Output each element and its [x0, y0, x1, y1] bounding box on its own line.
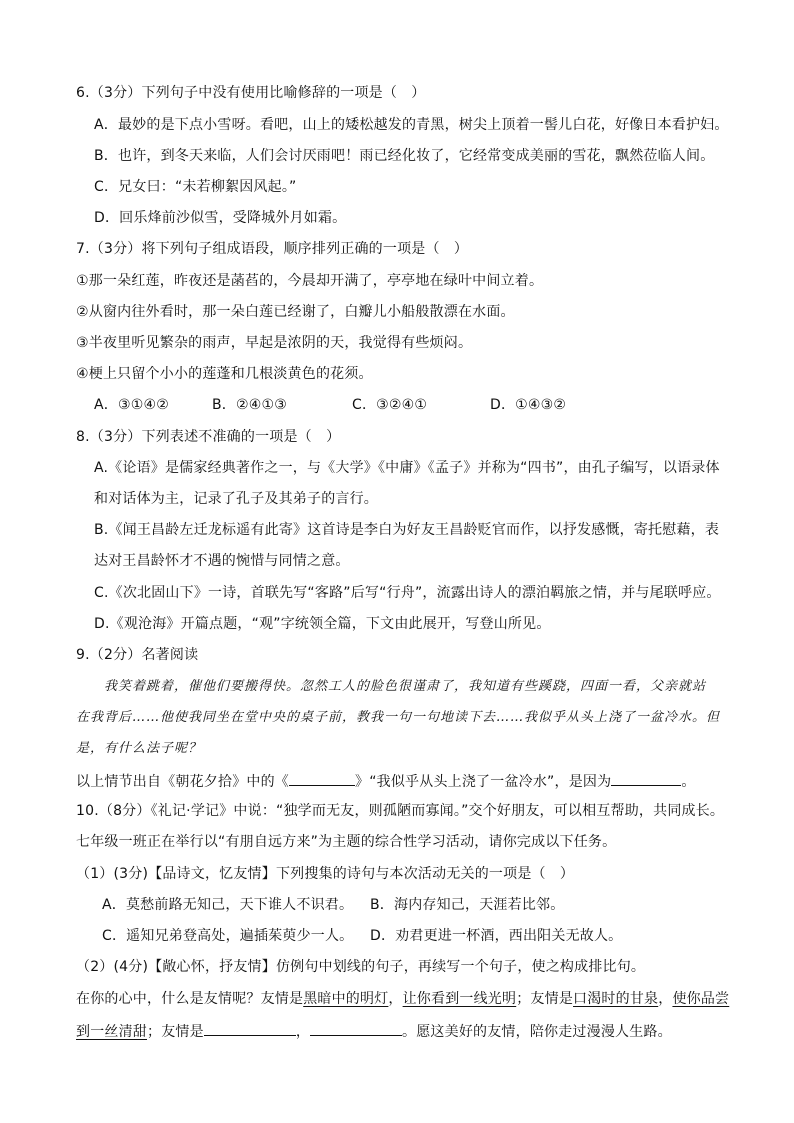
q7-option-c: C．③②④①: [352, 397, 428, 413]
q10-example-line1: [76, 990, 729, 1008]
example-text: 。愿这美好的友情，陪你走过漫漫人生路。: [402, 1024, 672, 1040]
q9-stem: 9.（2分）名著阅读: [76, 647, 199, 663]
q10-sub1-option-b: B．海内存知己，天涯若比邻。: [370, 897, 565, 913]
q10-stem-line1: 10.（8分）《礼记·学记》中说：“独学而无友，则孤陋而寡闻。”交个好朋友，可以相互帮助，共同成长。: [76, 803, 725, 819]
q10-sub2-stem: （2）(4分)【敞心怀，抒友情】仿例句中划线的句子，再续写一个句子，使之构成排比句。: [76, 959, 646, 975]
q7-option-a: A．③①④②: [94, 397, 169, 413]
example-text: ，: [388, 991, 403, 1007]
q10-stem-line2: 七年级一班正在举行以“有朋自远方来”为主题的综合性学习活动，请你完成以下任务。: [76, 834, 617, 850]
example-text: ；友情是: [516, 991, 574, 1007]
q7-sentence-2: ②从窗内往外看时，那一朵白莲已经谢了，白瓣儿小船般散漂在水面。: [76, 304, 515, 320]
q9-passage-line2: 在我背后……他使我同坐在堂中央的桌子前，教我一句一句地读下去……我似乎从头上浇了一盆冷水。但: [76, 710, 721, 725]
q8-option-a-line2: 和对话体为主，记录了孔子及其弟子的言行。: [94, 491, 378, 507]
example-text: ；友情是: [147, 1024, 204, 1040]
q7-sentence-3: ③半夜里听见繁杂的雨声，早起是浓阴的天，我觉得有些烦闷。: [76, 335, 473, 351]
q6-option-d: D．回乐烽前沙似雪，受降城外月如霜。: [94, 210, 347, 226]
q6-option-a: A．最妙的是下点小雪呀。看吧，山上的矮松越发的青黑，树尖上顶着一髻儿白花，好像日本看护妇。: [94, 117, 729, 133]
q8-option-c: C.《次北固山下》一诗，首联先写“客路”后写“行舟”，流露出诗人的漂泊羁旅之情，并与尾联呼应。: [94, 585, 721, 601]
q10-example-line2: [76, 1021, 672, 1041]
q9-question-middle: 》“我似乎从头上浇了一盆冷水”，是因为: [355, 774, 612, 790]
q7-sentence-1: ①那一朵红莲，昨夜还是菡萏的，今晨却开满了，亭亭地在绿叶中间立着。: [76, 273, 544, 289]
q10-sub1-stem: （1）(3分)【品诗文，忆友情】下列搜集的诗句与本次活动无关的一项是（ ）: [76, 866, 575, 882]
example-underlined: 让你看到一线光明: [402, 991, 517, 1007]
q8-option-d: D.《观沧海》开篇点题，“观”字统领全篇，下文由此展开，写登山所见。: [94, 616, 551, 632]
q9-question-prefix: 以上情节出自《朝花夕拾》中的《: [76, 774, 289, 790]
q9-chapter-blank[interactable]: [289, 771, 355, 786]
q9-reason-blank[interactable]: [611, 771, 681, 786]
q10-answer-blank-2[interactable]: [310, 1021, 402, 1036]
q6-option-b: B．也许，到冬天来临，人们会讨厌雨吧！雨已经化妆了，它经常变成美丽的雪花，飘然莅临人间。: [94, 148, 715, 164]
q8-option-b-line1: B.《闻王昌龄左迁龙标遥有此寄》这首诗是李白为好友王昌龄贬官而作，以抒发感慨，寄托慰藉，表: [94, 522, 720, 538]
example-underlined: 口渴时的甘泉: [573, 991, 659, 1007]
q8-option-a-line1: A.《论语》是儒家经典著作之一，与《大学》《中庸》《孟子》并称为“四书”，由孔子编写，以语录体: [94, 460, 720, 476]
q9-passage-line3: 是，有什么法子呢？: [76, 741, 203, 756]
q8-option-b-line2: 达对王昌龄怀才不遇的惋惜与同情之意。: [94, 553, 350, 569]
q10-answer-blank-1[interactable]: [204, 1021, 296, 1036]
q6-option-c: C．兄女曰：“未若柳絮因风起。”: [94, 179, 297, 195]
example-underlined: 到一丝清甜: [76, 1024, 147, 1040]
q7-option-b: B．②④①③: [212, 397, 288, 413]
q10-sub1-option-d: D．劝君更进一杯酒，西出阳关无故人。: [370, 928, 623, 944]
q10-sub1-option-a: A．莫愁前路无知己，天下谁人不识君。: [102, 897, 354, 913]
q6-stem: 6.（3分）下列句子中没有使用比喻修辞的一项是（ ）: [76, 85, 426, 101]
example-underlined: 使你品尝: [672, 991, 730, 1007]
q7-sentence-4: ④梗上只留个小小的莲蓬和几根淡黄色的花须。: [76, 366, 373, 382]
q10-sub1-option-c: C．遥知兄弟登高处，遍插茱萸少一人。: [102, 928, 354, 944]
q9-passage-line1: 我笑着跳着，催他们要搬得快。忽然工人的脸色很谨肃了，我知道有些蹊跷，四面一看，父亲就站: [104, 679, 707, 694]
q7-option-d: D．①④③②: [490, 397, 567, 413]
example-text: ，: [295, 1024, 311, 1040]
example-text: ，: [658, 991, 673, 1007]
q9-question: [76, 771, 696, 791]
example-text: 在你的心中，什么是友情呢？友情是: [76, 991, 304, 1007]
q8-stem: 8.（3分）下列表述不准确的一项是（ ）: [76, 429, 341, 445]
q9-question-end: 。: [681, 774, 696, 790]
q7-stem: 7.（3分）将下列句子组成语段，顺序排列正确的一项是（ ）: [76, 241, 469, 257]
example-underlined: 黑暗中的明灯: [303, 991, 389, 1007]
